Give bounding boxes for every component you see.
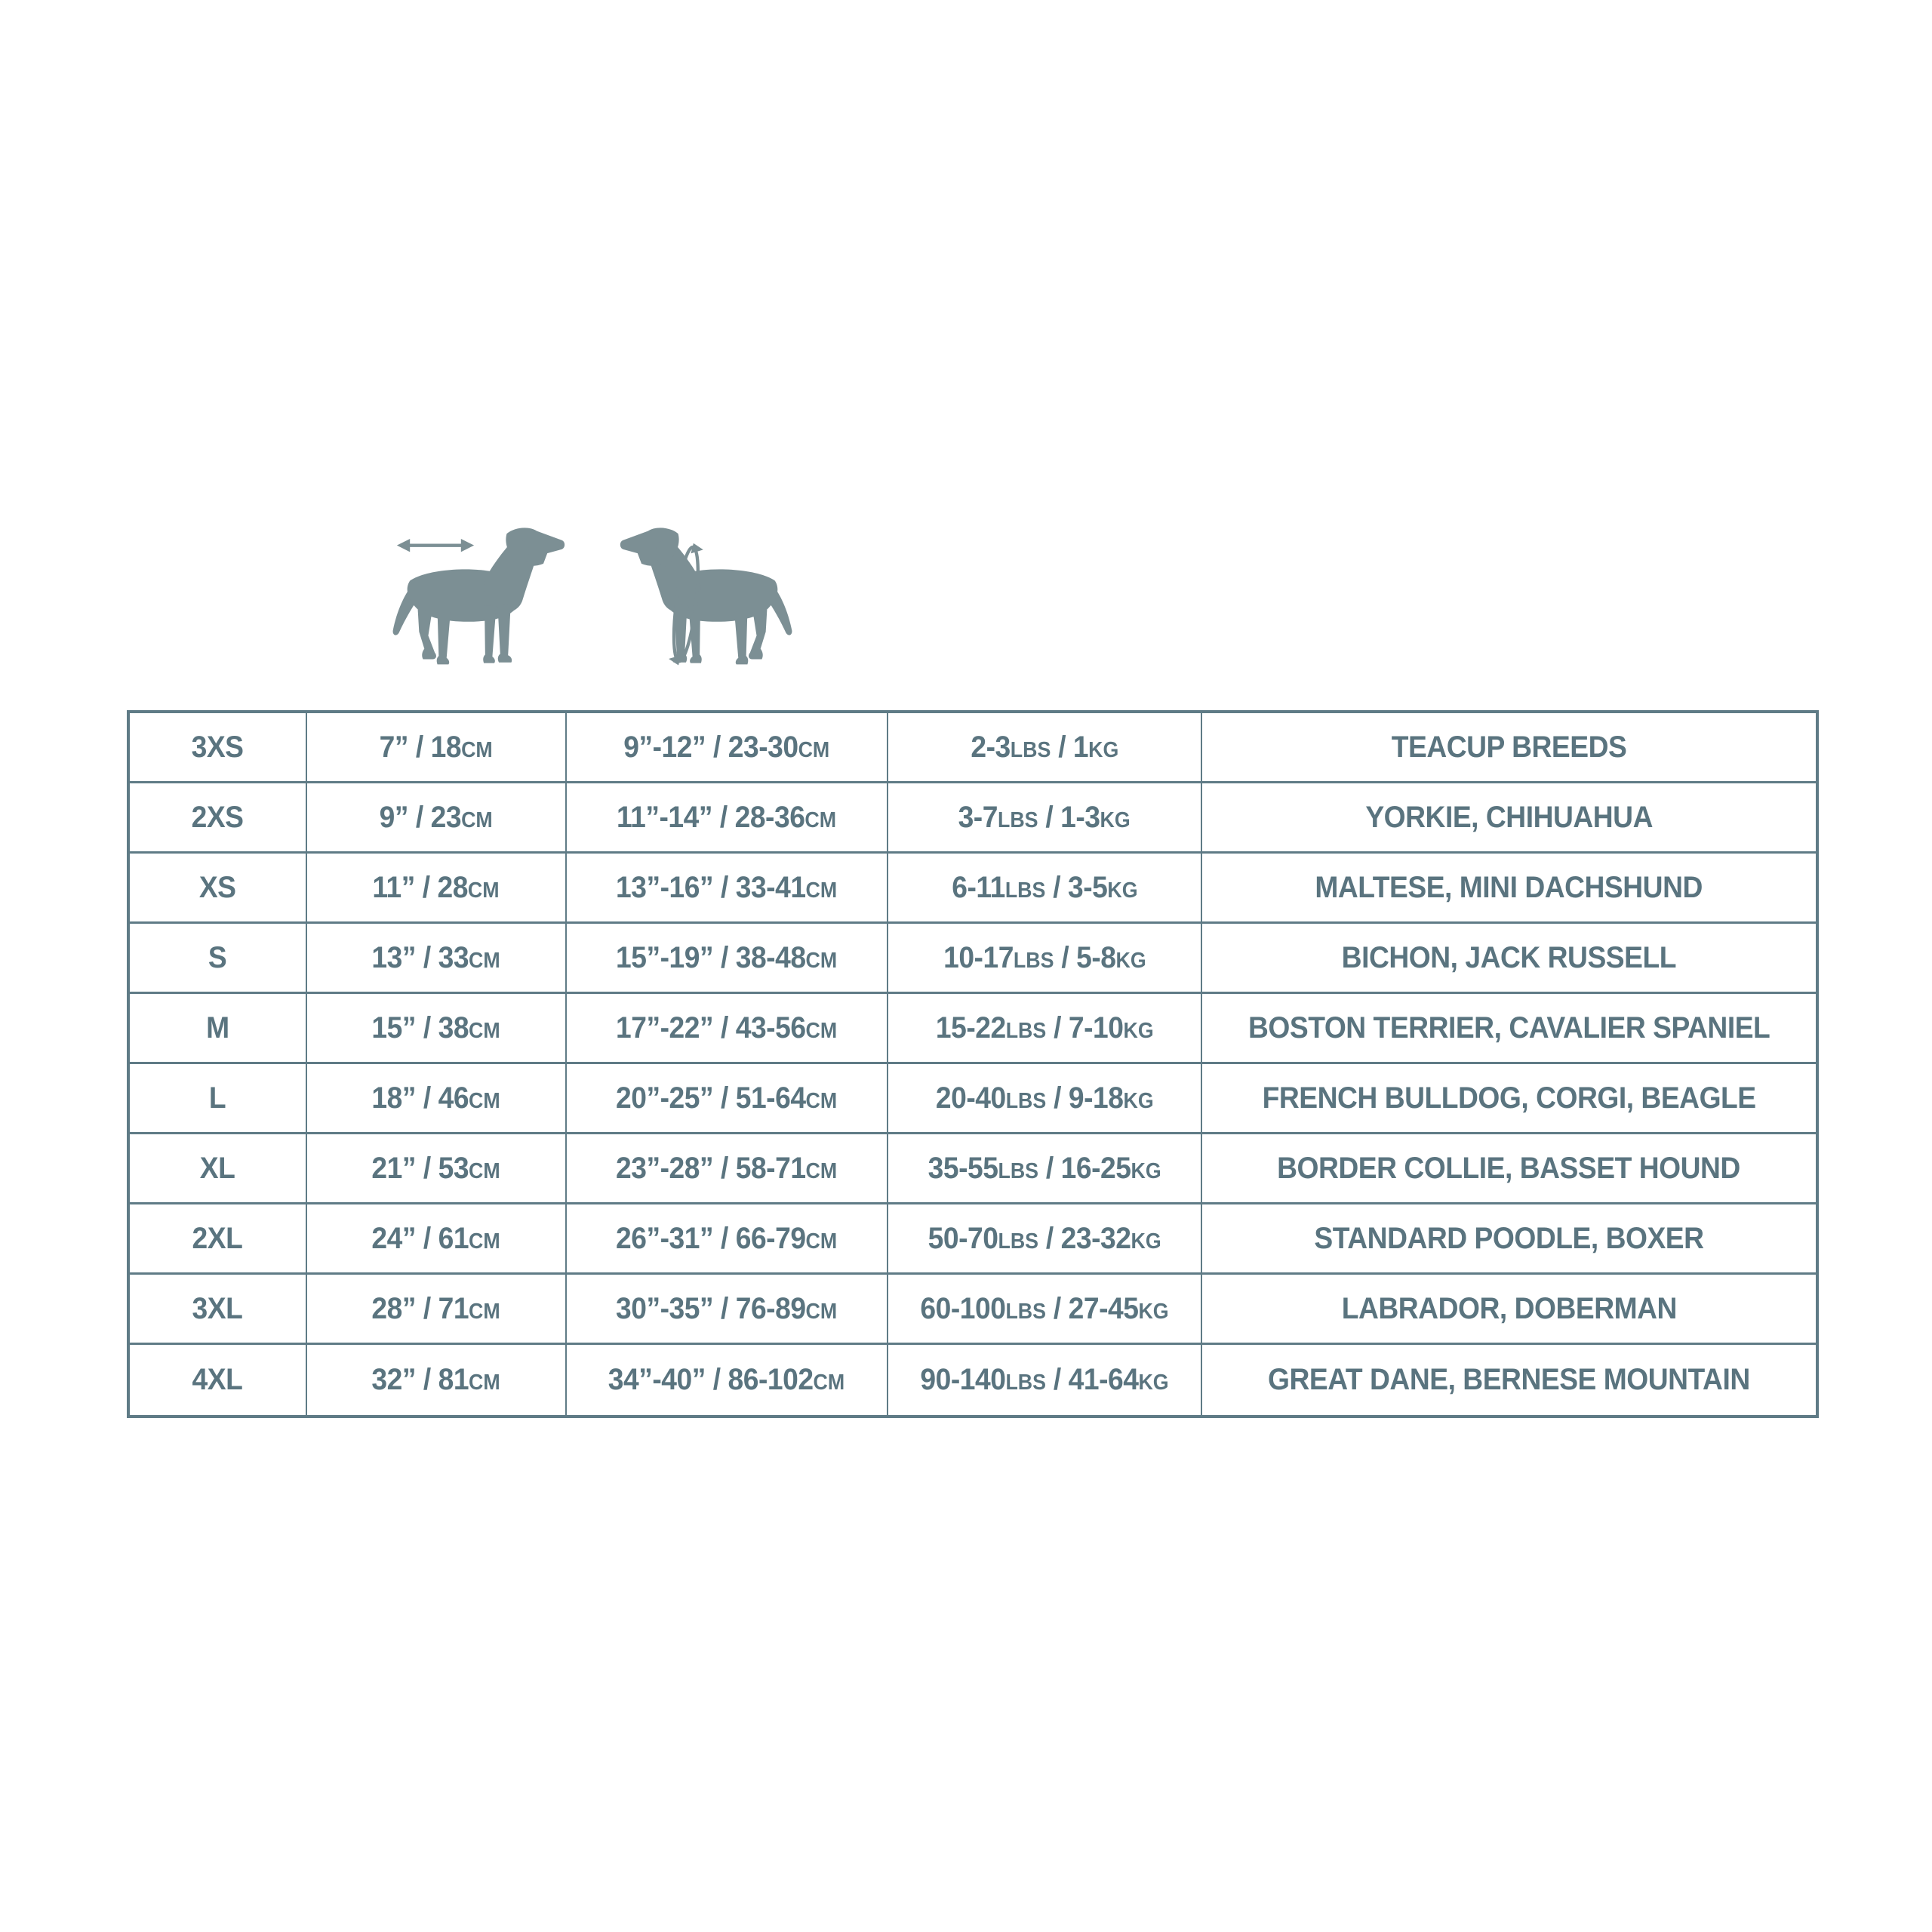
table-cell-weight	[888, 1275, 1202, 1345]
cell-text: 24” / 61CM	[371, 1221, 500, 1255]
table-cell-breeds	[1202, 783, 1816, 854]
cell-text: 4XL	[192, 1363, 243, 1396]
cell-text: L	[209, 1081, 226, 1115]
table-cell-breeds	[1202, 924, 1816, 994]
dog-measurement-diagram	[386, 519, 798, 676]
table-cell-back-length	[307, 854, 567, 924]
cell-text: 3XL	[192, 1291, 243, 1325]
table-cell-size	[130, 924, 307, 994]
cell-text: 20-40LBS / 9-18KG	[935, 1081, 1154, 1115]
table-cell-size	[130, 1064, 307, 1134]
cell-text: 60-100LBS / 27-45KG	[920, 1291, 1169, 1325]
cell-text: BORDER COLLIE, BASSET HOUND	[1277, 1151, 1741, 1185]
table-cell-weight	[888, 854, 1202, 924]
table-cell-chest-girth	[567, 854, 889, 924]
cell-text: 13”-16” / 33-41CM	[616, 870, 838, 904]
size-table	[127, 710, 1819, 1418]
cell-text: MALTESE, MINI DACHSHUND	[1315, 870, 1703, 904]
table-cell-size	[130, 783, 307, 854]
cell-text: S	[208, 940, 227, 974]
cell-text: 34”-40” / 86-102CM	[608, 1363, 845, 1396]
table-cell-back-length	[307, 994, 567, 1064]
table-cell-breeds	[1202, 713, 1816, 783]
table-cell-size	[130, 1275, 307, 1345]
table-cell-chest-girth	[567, 924, 889, 994]
table-cell-back-length	[307, 924, 567, 994]
table-cell-back-length	[307, 1345, 567, 1415]
cell-text: XL	[199, 1151, 235, 1185]
dog-back-length-icon	[386, 519, 583, 676]
table-cell-weight	[888, 1345, 1202, 1415]
cell-text: STANDARD POODLE, BOXER	[1314, 1221, 1704, 1255]
cell-text: 15”-19” / 38-48CM	[616, 940, 838, 974]
cell-text: 9” / 23CM	[379, 800, 493, 834]
cell-text: 90-140LBS / 41-64KG	[920, 1363, 1169, 1396]
table-cell-weight	[888, 1204, 1202, 1275]
cell-text: 32” / 81CM	[371, 1363, 500, 1396]
table-cell-back-length	[307, 713, 567, 783]
cell-text: GREAT DANE, BERNESE MOUNTAIN	[1268, 1363, 1750, 1396]
cell-text: 7” / 18CM	[379, 730, 493, 764]
cell-text: 10-17LBS / 5-8KG	[943, 940, 1146, 974]
cell-text: 6-11LBS / 3-5KG	[951, 870, 1138, 904]
table-cell-weight	[888, 1064, 1202, 1134]
table-cell-size	[130, 854, 307, 924]
dog-chest-girth-icon	[602, 519, 798, 676]
table-cell-breeds	[1202, 1345, 1816, 1415]
cell-text: 18” / 46CM	[371, 1081, 500, 1115]
cell-text: 15-22LBS / 7-10KG	[935, 1011, 1154, 1044]
cell-text: 28” / 71CM	[371, 1291, 500, 1325]
table-cell-weight	[888, 924, 1202, 994]
cell-text: FRENCH BULLDOG, CORGI, BEAGLE	[1262, 1081, 1756, 1115]
cell-text: 21” / 53CM	[371, 1151, 500, 1185]
cell-text: 2XS	[191, 800, 244, 834]
cell-text: 50-70LBS / 23-32KG	[928, 1221, 1161, 1255]
cell-text: 3XS	[191, 730, 244, 764]
cell-text: 20”-25” / 51-64CM	[616, 1081, 838, 1115]
table-cell-breeds	[1202, 1275, 1816, 1345]
cell-text: 23”-28” / 58-71CM	[616, 1151, 838, 1185]
cell-text: YORKIE, CHIHUAHUA	[1365, 800, 1653, 834]
cell-text: 35-55LBS / 16-25KG	[928, 1151, 1161, 1185]
table-cell-chest-girth	[567, 1064, 889, 1134]
cell-text: M	[206, 1011, 229, 1044]
table-cell-breeds	[1202, 1064, 1816, 1134]
cell-text: 26”-31” / 66-79CM	[616, 1221, 838, 1255]
table-cell-size	[130, 1345, 307, 1415]
table-cell-breeds	[1202, 1204, 1816, 1275]
cell-text: 30”-35” / 76-89CM	[616, 1291, 838, 1325]
cell-text: 2-3LBS / 1KG	[971, 730, 1119, 764]
table-cell-weight	[888, 994, 1202, 1064]
cell-text: BOSTON TERRIER, CAVALIER SPANIEL	[1247, 1011, 1770, 1044]
table-cell-back-length	[307, 783, 567, 854]
cell-text: LABRADOR, DOBERMAN	[1341, 1291, 1677, 1325]
table-cell-chest-girth	[567, 1134, 889, 1204]
cell-text: TEACUP BREEDS	[1391, 730, 1627, 764]
cell-text: BICHON, JACK RUSSELL	[1341, 940, 1677, 974]
table-cell-chest-girth	[567, 1275, 889, 1345]
cell-text: 3-7LBS / 1-3KG	[958, 800, 1131, 834]
cell-text: 9”-12” / 23-30CM	[623, 730, 830, 764]
table-cell-chest-girth	[567, 994, 889, 1064]
table-cell-weight	[888, 1134, 1202, 1204]
table-cell-size	[130, 1134, 307, 1204]
cell-text: 15” / 38CM	[371, 1011, 500, 1044]
table-cell-size	[130, 713, 307, 783]
table-cell-breeds	[1202, 854, 1816, 924]
table-cell-breeds	[1202, 994, 1816, 1064]
table-cell-back-length	[307, 1275, 567, 1345]
cell-text: 17”-22” / 43-56CM	[616, 1011, 838, 1044]
table-cell-chest-girth	[567, 783, 889, 854]
table-cell-chest-girth	[567, 1345, 889, 1415]
table-cell-weight	[888, 713, 1202, 783]
table-cell-back-length	[307, 1204, 567, 1275]
table-cell-size	[130, 994, 307, 1064]
table-cell-chest-girth	[567, 1204, 889, 1275]
table-cell-weight	[888, 783, 1202, 854]
table-cell-back-length	[307, 1134, 567, 1204]
cell-text: 13” / 33CM	[371, 940, 500, 974]
table-cell-chest-girth	[567, 713, 889, 783]
table-cell-size	[130, 1204, 307, 1275]
cell-text: 2XL	[192, 1221, 243, 1255]
cell-text: XS	[198, 870, 236, 904]
table-cell-breeds	[1202, 1134, 1816, 1204]
cell-text: 11”-14” / 28-36CM	[617, 800, 837, 834]
table-cell-back-length	[307, 1064, 567, 1134]
cell-text: 11” / 28CM	[372, 870, 500, 904]
